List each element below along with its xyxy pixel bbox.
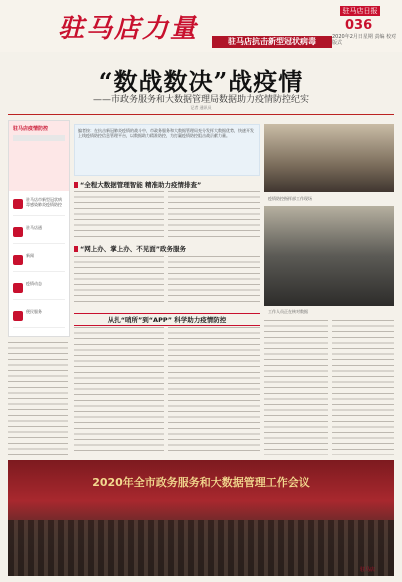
photo-caption: 疫情防控指挥部工作现场 xyxy=(268,196,312,201)
byline: 记者 通讯员 xyxy=(190,105,212,110)
article-column xyxy=(168,254,260,306)
photo-staff xyxy=(264,206,394,306)
news-icon xyxy=(13,255,23,265)
news-icon xyxy=(13,227,23,237)
conference-banner: 2020年全市政务服务和大数据管理工作会议 xyxy=(92,476,310,489)
masthead-badge: 驻马店日报 xyxy=(340,6,380,16)
footer-logo: 驻马店 xyxy=(360,567,376,573)
article-column xyxy=(168,189,260,241)
conference-photo xyxy=(8,460,394,576)
issue-date: 2020年2月日星期 责编 校对 版式 xyxy=(332,34,397,46)
sidebar-text xyxy=(8,340,68,456)
news-icon xyxy=(13,311,23,321)
news-icon xyxy=(13,283,23,293)
page-subheadline: ——市政务服务和大数据管理局数据助力疫情防控纪实 xyxy=(92,95,309,105)
masthead-banner: 驻马店抗击新型冠状病毒 xyxy=(212,36,332,48)
phone-search-bar xyxy=(13,135,65,141)
editor-note: 编者按：在抗击新冠肺炎疫情的战斗中，市政务服务和大数据管理局充分发挥大数据优势，快速开发上线疫情防控信息管理平台，以数据助力精准防控，为打赢疫情防控阻击战贡献力量。 xyxy=(74,124,260,176)
divider xyxy=(8,114,394,115)
section-marker xyxy=(74,246,78,252)
article-column xyxy=(74,325,164,455)
article-column xyxy=(74,189,164,241)
audience xyxy=(8,520,394,576)
section-title: “全程大数据管理智能 精准助力疫情排查” xyxy=(74,180,201,189)
phone-list-item: 驻马店通 xyxy=(13,223,65,244)
article-column xyxy=(74,254,164,306)
phone-list-item: 便民服务 xyxy=(13,307,65,328)
article-column xyxy=(332,318,394,455)
photo-caption: 工作人员正在核对数据 xyxy=(268,309,308,314)
phone-header: 驻马店疫情防控 xyxy=(13,126,49,132)
section-title: “网上办、掌上办、不见面”政务服务 xyxy=(74,244,186,253)
photo-meeting xyxy=(264,124,394,192)
phone-list-item: 疫情动态 xyxy=(13,279,65,300)
article-column xyxy=(264,318,328,455)
phone-screenshot xyxy=(8,120,70,337)
page-headline: “数战数决”战疫情 xyxy=(98,67,304,96)
section-title: 从扎“哨所”到“APP” 科学助力疫情防控 xyxy=(74,313,260,326)
news-icon xyxy=(13,199,23,209)
masthead-title: 驻马店力量 xyxy=(58,14,199,44)
issue-number: 036 xyxy=(345,18,373,33)
phone-list-item: 驻马店市新型冠状病毒感染肺炎疫情防控 xyxy=(13,195,65,216)
section-marker xyxy=(74,182,78,188)
article-column xyxy=(168,325,260,455)
phone-list-item: 新闻 xyxy=(13,251,65,272)
